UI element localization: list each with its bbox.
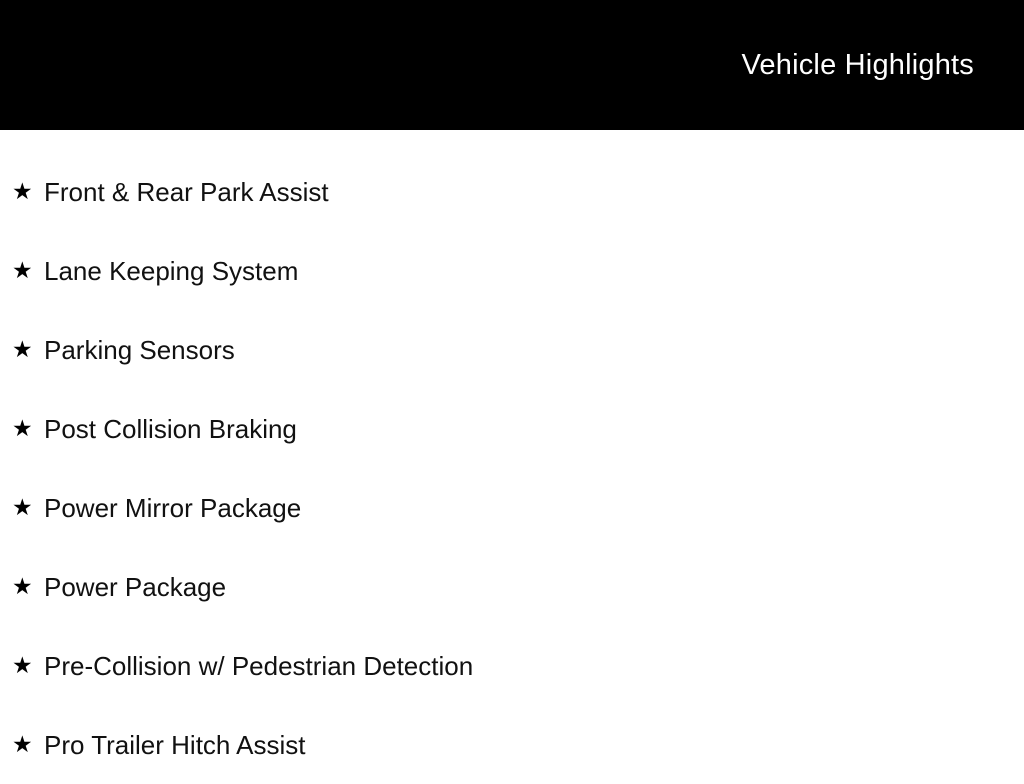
star-icon: ★ [12, 731, 33, 757]
list-item [0, 547, 1024, 626]
star-icon: ★ [12, 652, 33, 678]
list-item-label: Power Package [44, 571, 227, 602]
list-item-label: Pro Trailer Hitch Assist [44, 729, 306, 760]
star-icon: ★ [12, 257, 33, 283]
list-item [0, 310, 1024, 389]
vehicle-highlights-list [0, 130, 1024, 784]
list-item [0, 231, 1024, 310]
star-icon: ★ [12, 178, 33, 204]
list-item [0, 468, 1024, 547]
list-item-label: Parking Sensors [44, 334, 235, 365]
list-item-label: Power Mirror Package [44, 492, 302, 523]
list-item-label: Pre-Collision w/ Pedestrian Detection [44, 650, 474, 681]
star-icon: ★ [12, 494, 33, 520]
star-icon: ★ [12, 336, 33, 362]
star-icon: ★ [12, 573, 33, 599]
list-item-label: Lane Keeping System [44, 255, 299, 286]
page-title: Vehicle Highlights [741, 48, 974, 81]
list-item-label: Post Collision Braking [44, 413, 297, 444]
list-item [0, 152, 1024, 231]
star-icon: ★ [12, 415, 33, 441]
list-item [0, 705, 1024, 784]
list-item [0, 626, 1024, 705]
page-header [0, 0, 1024, 130]
list-item-label: Front & Rear Park Assist [44, 176, 329, 207]
list-item [0, 389, 1024, 468]
